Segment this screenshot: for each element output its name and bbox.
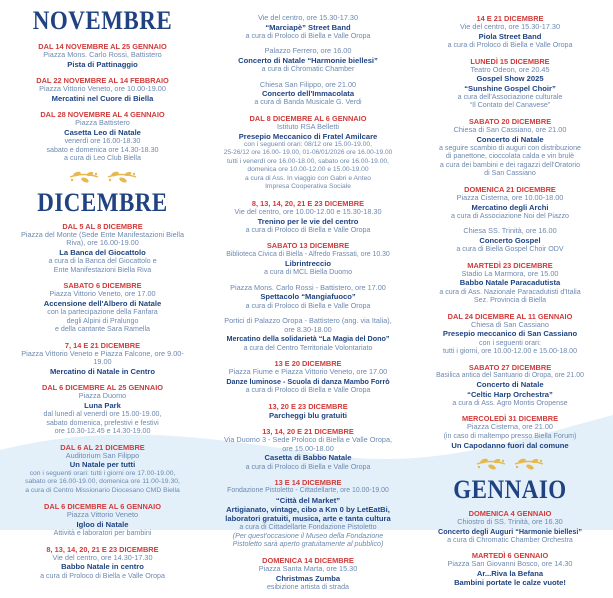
- event-item: [0, 341, 205, 377]
- event-note: a cura di Chromatic Chamber Orchestra: [447, 535, 573, 544]
- event-date: SABATO 6 DICEMBRE: [63, 281, 142, 291]
- event-date: DAL 28 NOVEMBRE AL 4 GENNAIO: [40, 110, 165, 119]
- month-heading-novembre: NOVEMBRE: [32, 6, 173, 35]
- event-title: Casetta Leo di Natale: [64, 127, 141, 137]
- event-title: Danze luminose - Scuola di danza Mambo Forrò: [226, 376, 390, 386]
- event-location: Basilica antica del Santuario di Oropa, ore 21.00: [436, 371, 584, 379]
- event-note: a cura di MCL Biella Duomo: [263, 268, 353, 277]
- event-date: 8, 13, 14, 20, 21 E 23 DICEMBRE: [46, 544, 159, 554]
- event-date: MERCOLEDÌ 31 DICEMBRE: [461, 414, 559, 424]
- event-note: a cura di Proloco di Biella e Valle Oropa: [245, 225, 371, 234]
- event-note: “Il Contato del Canavese”: [469, 101, 551, 110]
- event-location: Chiesa di San Cassiano, ore 21.00: [453, 124, 567, 134]
- event-note: Attività e laboratori per bambini: [53, 529, 152, 538]
- event-item: [407, 363, 613, 408]
- event-note: con i seguenti orari:: [479, 338, 541, 347]
- event-item: [407, 312, 613, 356]
- event-item: [0, 76, 205, 103]
- event-item: [407, 57, 613, 110]
- event-location: Chiesa SS. Trinità, ore 16.00: [463, 226, 557, 236]
- event-item: [204, 402, 412, 420]
- event-note: sabato ore 16.00-19.00, domenica ore 11.00-19.30,: [25, 478, 180, 486]
- event-location: Piazza Vittorio Veneto e Piazza Falcone, ore 9.00-19.00: [21, 348, 184, 367]
- event-title: Concerto di Natale: [476, 380, 544, 390]
- event-note: a cura di Associazione Noi del Piazzo: [451, 211, 569, 220]
- event-location: Vie del centro, ore 14.30-17.30: [52, 552, 153, 562]
- event-date: SABATO 20 DICEMBRE: [468, 116, 552, 126]
- event-title: Pista di Pattinaggio: [67, 59, 138, 69]
- event-location: Palazzo Ferrero, ore 16.00: [264, 46, 352, 56]
- event-title: “Marciapè” Street Band: [265, 22, 351, 32]
- event-title: Casetta di Babbo Natale: [264, 453, 352, 463]
- event-title: La Banca del Giocattolo: [59, 247, 146, 257]
- event-note: esibizione artista di strada: [266, 582, 349, 591]
- event-title: Trenino per le vie del centro: [257, 216, 359, 226]
- event-location: Vie del centro, ore 15.30-17.30: [257, 13, 359, 22]
- event-location: Chiesa di San Cassiano: [471, 319, 549, 329]
- event-note: a cura di la Banca del Giocattolo e: [48, 257, 157, 266]
- event-date: 14 E 21 DICEMBRE: [476, 14, 544, 23]
- event-location: Teatro Odeon, ore 20.45: [470, 64, 550, 74]
- event-note: a cura di Proloco di Biella e Valle Oropa: [245, 31, 371, 40]
- event-note: a cura di Leo Club Biella: [64, 154, 141, 162]
- event-title: Presepio meccanico di San Cassiano: [442, 329, 578, 339]
- event-note: venerdì ore 16.00-18.30: [64, 137, 141, 145]
- event-note: degli Alpini di Pralungo: [66, 316, 139, 325]
- event-item: [204, 241, 412, 277]
- event-location: Piazza del Monte (Sede Ente Manifestazioni Biella Riva), ore 16.00-19.00: [20, 229, 185, 248]
- event-location: Vie del centro, ore 10.00-12.00 e 15.30-18.30: [234, 207, 382, 217]
- event-title: Accensione dell'Albero di Natale: [43, 298, 162, 308]
- event-note: a cura di Banda Musicale G. Verdi: [254, 98, 362, 107]
- event-item: [0, 502, 205, 538]
- event-item: [0, 222, 205, 275]
- column-dicembre-gennaio: [407, 14, 613, 594]
- event-date: SABATO 13 DICEMBRE: [266, 241, 350, 251]
- event-date: DAL 5 AL 8 DICEMBRE: [62, 221, 143, 231]
- event-note: sabato domenica, prefestivi e festivi: [46, 418, 159, 427]
- event-item: [204, 317, 412, 352]
- event-note: a cura di Proloco di Biella e Valle Oropa: [447, 41, 573, 49]
- event-date: 13 E 20 DICEMBRE: [274, 359, 342, 369]
- event-title: Babbo Natale Paracadutista: [459, 278, 561, 288]
- event-location: Vie del centro, ore 15.30-17.30: [459, 22, 561, 32]
- event-title: Un Capodanno fuori dal comune: [451, 440, 569, 450]
- event-location: Auditorium San Filippo: [65, 450, 140, 460]
- event-note: Ente Manifestazioni Biella Riva: [53, 265, 152, 274]
- event-note: ore 10.30-12.45 e 14.30-19.00: [54, 427, 151, 436]
- event-note: e della cantante Sara Ramella: [54, 325, 151, 334]
- event-title: Spettacolo “Mangiafuoco”: [260, 292, 356, 302]
- event-note: Sez. Provincia di Biella: [473, 296, 547, 304]
- event-title: “Città del Market”: [275, 495, 341, 505]
- event-title: Un Natale per tutti: [69, 460, 136, 470]
- event-title: Christmas Zumba: [275, 573, 341, 583]
- event-item: [204, 199, 412, 235]
- event-note: a cura di Proloco di Biella e Valle Oropa: [40, 571, 165, 580]
- event-item: [204, 47, 412, 73]
- event-item: [204, 556, 412, 592]
- event-note: tutti i giorni, ore 10.00-12.00 e 15.00-18.00: [442, 347, 578, 355]
- event-location: Piazza Fiume e Piazza Vittorio Veneto, ore 17.00: [228, 367, 388, 377]
- event-location: Piazza Santa Marta, ore 15.30: [258, 564, 358, 574]
- event-location: Piazza San Giovanni Bosco, ore 14.30: [447, 559, 573, 569]
- event-item: [204, 14, 412, 40]
- event-date: LUNEDÌ 15 DICEMBRE: [470, 56, 550, 66]
- event-location: Piazza Vittorio Veneto: [66, 510, 139, 520]
- event-date: DAL 6 DICEMBRE AL 6 GENNAIO: [44, 502, 161, 512]
- event-location: Piazza Cisterna, ore 10.00-18.00: [456, 192, 564, 202]
- event-date: DOMENICA 21 DICEMBRE: [464, 184, 556, 194]
- event-date: DAL 24 DICEMBRE AL 11 GENNAIO: [447, 311, 573, 321]
- column-dicembre-continued: [204, 14, 412, 598]
- event-note: sabato e domenica ore 14.30-18.30: [46, 145, 159, 154]
- event-date: MARTEDÌ 23 DICEMBRE: [467, 260, 553, 270]
- event-note: a cura di Proloco di Biella e Valle Oropa: [245, 386, 371, 395]
- event-title: Mercatini nel Cuore di Biella: [51, 93, 154, 103]
- event-note: a cura di Chromatic Chamber: [261, 65, 355, 74]
- event-location: Biblioteca Civica di Biella - Alfredo Frassati, ore 10.30: [226, 250, 390, 258]
- event-item: [204, 114, 412, 192]
- event-title: Concerto degli Auguri “Harmonie biellesi”: [438, 526, 582, 536]
- event-note: con i seguenti orari: tutti i giorni ore 17.00-19.00,: [29, 469, 176, 477]
- event-date: DOMENICA 14 DICEMBRE: [262, 555, 354, 565]
- event-note: a cura di Ass. Nazionale Paracadutisti d'Italia: [439, 287, 581, 296]
- event-title: Concerto Gospel: [479, 235, 541, 245]
- month-heading-dicembre: DICEMBRE: [37, 187, 168, 217]
- event-date: 7, 14 E 21 DICEMBRE: [64, 340, 141, 350]
- event-item: [204, 359, 412, 395]
- event-note-italic: (Per quest'occasione il Museo della Fondazione Pistoletto sarà aperto gratuitamente al pubblico): [232, 531, 384, 549]
- event-date: MARTEDÌ 6 GENNAIO: [471, 551, 549, 561]
- event-location: Piazza Battistero: [75, 118, 130, 128]
- column-november-december: [0, 8, 205, 587]
- event-location: Chiesa San Filippo, ore 21.00: [259, 79, 357, 89]
- event-note: a cura di Centro Missionario Diocesano CMD Biella: [25, 486, 180, 494]
- event-item: [0, 383, 205, 436]
- event-note: a cura del Centro Territoriale Volontariato: [243, 343, 373, 352]
- event-title: Mercatino degli Archi: [471, 202, 549, 212]
- leaf-ornament-icon: [407, 457, 613, 471]
- event-date: 8, 13, 14, 20, 21 E 23 DICEMBRE: [251, 198, 365, 208]
- event-note: a cura di Proloco di Biella e Valle Oropa: [245, 301, 371, 310]
- event-note: a cura di Cittadellarte Fondazione Pistoletto: [239, 523, 377, 532]
- event-location: Piazza Mons. Carlo Rossi, Battistero: [43, 50, 162, 60]
- event-location: Chiostro di SS. Trinità, ore 16.30: [457, 516, 563, 526]
- event-date: 13 E 14 DICEMBRE: [274, 478, 342, 488]
- event-date: DOMENICA 4 GENNAIO: [468, 508, 552, 518]
- event-note: di San Cassiano: [484, 169, 536, 178]
- leaf-ornament-icon: [0, 170, 205, 184]
- event-note: a cura di Ass. In viaggio con Gabri e Anteo: [244, 174, 372, 182]
- event-note: (in caso di maltempo presso Biella Forum): [443, 432, 577, 440]
- event-location: Portici di Palazzo Oropa - Battistero (ang. via Italia), ore 8.30-18.00: [224, 316, 392, 334]
- event-date: SABATO 27 DICEMBRE: [468, 362, 552, 372]
- event-note: a cura di Biella Gospel Choir ODV: [456, 245, 564, 253]
- event-title: Babbo Natale in centro: [61, 562, 144, 572]
- event-date: DAL 6 AL 21 DICEMBRE: [60, 442, 145, 452]
- event-title: Concerto dell'Immacolata: [261, 89, 355, 99]
- event-title: Concerto di Natale: [476, 134, 544, 144]
- event-subtitle: Artigianato, vintage, cibo a Km 0 by LetEatBi, laboratori gratuiti, musica, arte e tanta cultura: [225, 505, 391, 524]
- event-title: Mercatino di Natale in Centro: [49, 366, 156, 376]
- event-note: con i seguenti orari: 08/12 ore 15.00-19.00,: [244, 140, 372, 148]
- event-location: Fondazione Pistoletto - Cittadellarte, ore 10.00-19.00: [227, 487, 389, 495]
- event-item: [0, 281, 205, 334]
- event-date: 13, 20 E 23 DICEMBRE: [268, 401, 348, 411]
- event-note: dal lunedì al venerdì ore 15.00-19.00,: [43, 410, 162, 419]
- event-item: [204, 81, 412, 107]
- event-title: Piola Street Band: [478, 31, 542, 41]
- event-item: [407, 14, 613, 50]
- event-title: Ar...Riva la Befana: [476, 569, 544, 578]
- event-note: a cura di Ass. Agro Montis Oropense: [452, 398, 568, 407]
- event-location: Piazza Vittorio Veneto, ore 10.00-19.00: [39, 84, 166, 94]
- event-note: a seguire scambio di auguri con distribuzione: [439, 143, 581, 152]
- event-item: [0, 545, 205, 581]
- event-location: Piazza Vittorio Veneto, ore 17.00: [49, 289, 156, 299]
- event-note: a cura dell'Associazione culturale: [457, 92, 563, 101]
- event-note: Impresa Cooperativa Sociale: [265, 183, 351, 191]
- event-note: di panettone, cioccolata calda e vin brulè: [445, 152, 575, 161]
- event-title: Igloo di Natale: [76, 519, 129, 529]
- event-item: [204, 284, 412, 310]
- event-date: DAL 22 NOVEMBRE AL 14 FEBBRAIO: [36, 76, 169, 85]
- event-title: Gospel Show 2025: [476, 74, 544, 84]
- event-item: [0, 110, 205, 163]
- event-date: DAL 14 NOVEMBRE AL 25 GENNAIO: [38, 42, 167, 51]
- event-item: [407, 227, 613, 253]
- event-location: Stadio La Marmora, ore 15.00: [461, 268, 559, 278]
- event-location: Piazza Mons. Carlo Rossi - Battistero, ore 17.00: [230, 282, 386, 292]
- event-location: Piazza Duomo: [78, 391, 127, 401]
- event-title: Luna Park: [84, 400, 121, 410]
- event-item: [0, 42, 205, 69]
- event-note: 25-26/12 ore 16.00- 19.00, 01-06/01/2026 ore 16.00-19.00: [223, 149, 393, 157]
- event-item: [407, 509, 613, 545]
- event-date: 13, 14, 20 E 21 DICEMBRE: [262, 426, 354, 436]
- event-subtitle: “Celtic Harp Orchestra”: [467, 389, 553, 399]
- event-note: con la partecipazione della Fanfara: [47, 308, 158, 317]
- event-title: Concerto di Natale “Harmonie biellesi”: [238, 55, 378, 65]
- event-location: Istituto RSA Belletti: [276, 122, 340, 132]
- event-item: [407, 117, 613, 178]
- event-date: DAL 8 DICEMBRE AL 6 GENNAIO: [249, 113, 367, 123]
- event-item: [407, 551, 613, 587]
- event-location: Via Duomo 3 - Sede Proloco di Biella e Valle Oropa, ore 15.00-18.00: [223, 435, 393, 453]
- event-item: [0, 443, 205, 496]
- event-note: domenica ore 10.00-12.00 e 15.00-19.00: [247, 166, 369, 174]
- event-date: DAL 6 DICEMBRE AL 25 GENNAIO: [41, 383, 163, 393]
- event-title: Mercatino della solidarietà “La Magia del Dono”: [226, 334, 390, 344]
- event-title: Parcheggi blu gratuiti: [268, 410, 348, 420]
- event-subtitle: Bambini portate le calze vuote!: [454, 578, 566, 588]
- event-item: [204, 427, 412, 471]
- event-subtitle: “Sunshine Gospel Choir”: [464, 83, 556, 93]
- event-item: [407, 261, 613, 305]
- event-item: [407, 414, 613, 450]
- event-title: Librintreccio: [285, 259, 331, 269]
- event-note: tutti i venerdì ore 16.00-18.00, sabato ore 16.00-19.00,: [226, 157, 390, 165]
- event-item: [407, 185, 613, 221]
- month-heading-gennaio: GENNAIO: [453, 474, 567, 504]
- event-note: a cura di Proloco di Biella e Valle Oropa: [245, 462, 371, 471]
- event-item: [204, 478, 412, 549]
- event-note: a cura dei bambini e dei ragazzi dell'Oratorio: [439, 160, 581, 169]
- event-title: Presepio Meccanico di Fratel Amilcare: [238, 131, 378, 141]
- event-location: Piazza Cisterna, ore 21.00: [467, 422, 553, 432]
